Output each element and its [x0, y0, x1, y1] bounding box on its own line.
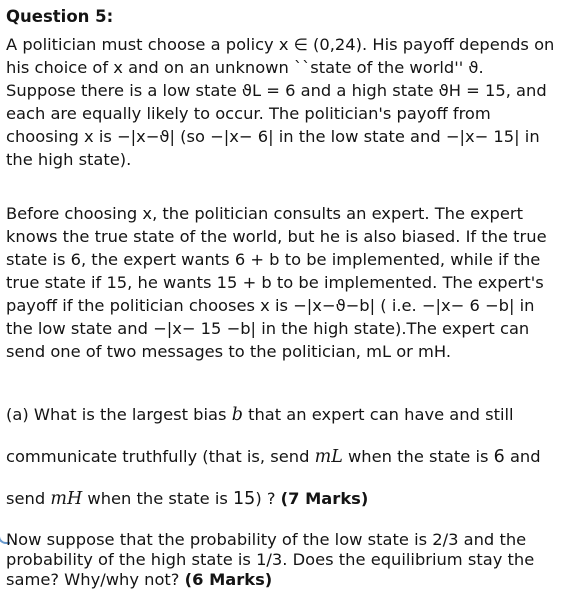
p1-line-6: the high state). — [6, 150, 132, 169]
bias-symbol: b — [231, 405, 243, 425]
p1-line-4: each are equally likely to occur. The politician's payoff from — [6, 104, 491, 123]
p2-line-5: payoff if the politician chooses x is −|x−ϑ−b| ( i.e. −|x− 6 −b| in — [6, 296, 535, 315]
part-a-text: (a) What is the largest bias — [6, 405, 232, 424]
part-a-text: when the state is — [342, 447, 494, 466]
part-a-text: when the state is — [82, 489, 234, 508]
part-b-marks: (6 Marks) — [184, 570, 273, 589]
p2-line-7: send one of two messages to the politician, mL or mH. — [6, 342, 452, 361]
state-low-value: 6 — [493, 447, 505, 467]
part-b-text: same? Why/why not? — [6, 570, 185, 589]
p1-line-2: his choice of x and on an unknown ``state of the world'' ϑ. — [6, 58, 484, 77]
part-b-line-2: probability of the high state is 1/3. Does the equilibrium stay the — [6, 550, 535, 569]
state-high-value: 15 — [233, 489, 256, 509]
p2-line-6: the low state and −|x− 15 −b| in the high state).The expert can — [6, 319, 530, 338]
p1-line-3: Suppose there is a low state ϑL = 6 and a high state ϑH = 15, and — [6, 81, 547, 100]
p2-line-4: true state if 15, he wants 15 + b to be implemented. The expert's — [6, 273, 544, 292]
part-a-line-3 — [6, 489, 368, 509]
p2-line-2: knows the true state of the world, but he is also biased. If the true — [6, 227, 547, 246]
part-a-text: that an expert can have and still — [242, 405, 514, 424]
part-a-text: send — [6, 489, 51, 508]
part-b-line-3 — [6, 570, 272, 590]
question-heading: Question 5: — [6, 7, 114, 26]
part-a-line-2 — [6, 447, 541, 467]
message-high: mH — [50, 489, 83, 509]
part-a-marks: (7 Marks) — [280, 489, 369, 508]
part-a-line-1 — [6, 405, 514, 425]
part-a-text: ) ? — [255, 489, 281, 508]
message-low: mL — [314, 447, 343, 467]
p2-line-1: Before choosing x, the politician consults an expert. The expert — [6, 204, 523, 223]
part-a-text: and — [504, 447, 541, 466]
p1-line-5: choosing x is −|x−ϑ| (so −|x− 6| in the low state and −|x− 15| in — [6, 127, 540, 146]
part-b-line-1: Now suppose that the probability of the low state is 2/3 and the — [6, 530, 527, 549]
part-a-text: communicate truthfully (that is, send — [6, 447, 315, 466]
p2-line-3: state is 6, the expert wants 6 + b to be implemented, while if the — [6, 250, 541, 269]
p1-line-1: A politician must choose a policy x ∈ (0,24). His payoff depends on — [6, 35, 555, 54]
